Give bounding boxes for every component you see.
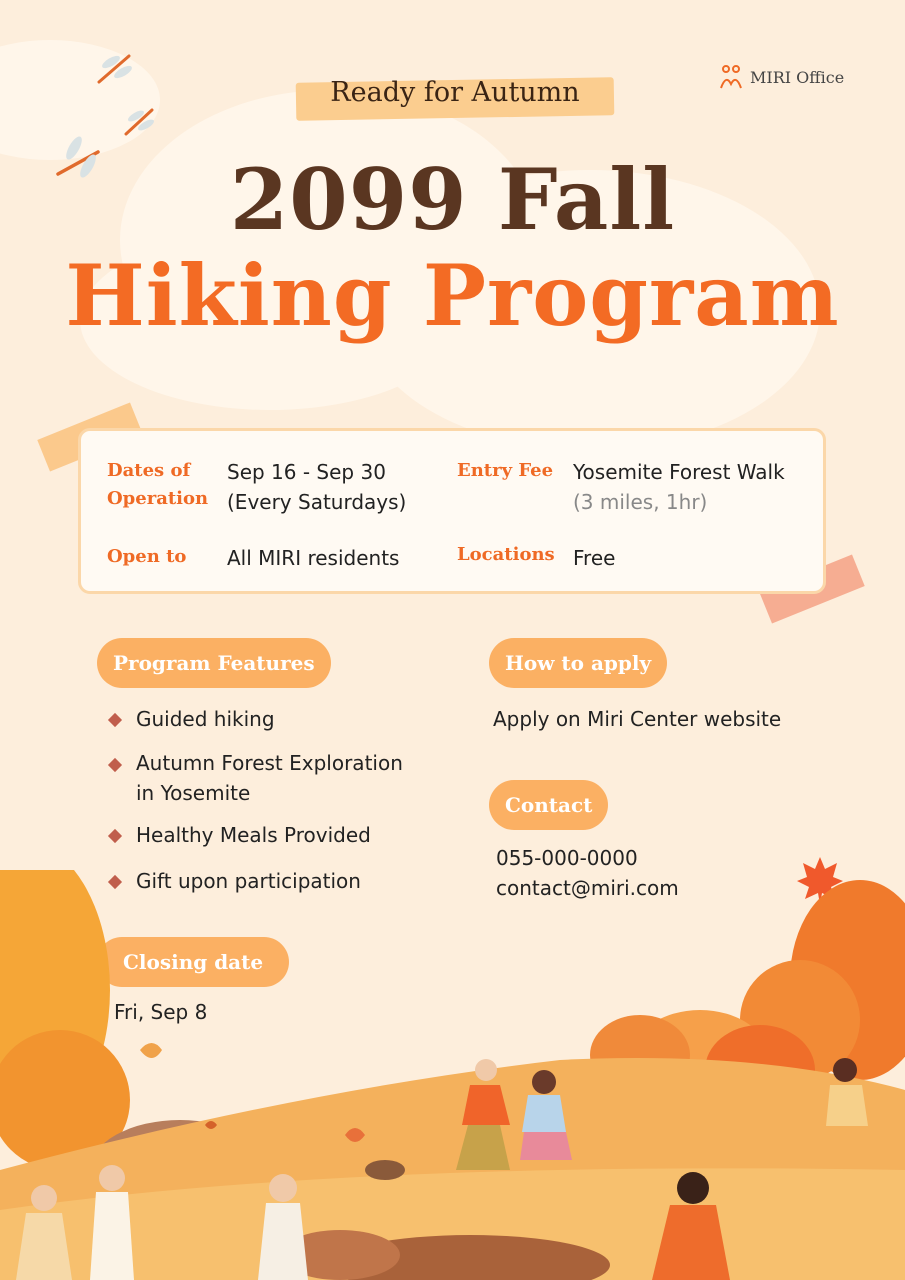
feature-item: Healthy Meals Provided xyxy=(136,823,371,847)
feature-item: Autumn Forest Exploration xyxy=(136,751,403,775)
open-label: Open to xyxy=(107,546,187,567)
brand-name: MIRI Office xyxy=(750,67,845,87)
diamond-bullet-icon xyxy=(108,713,122,727)
brand-people-icon xyxy=(718,64,744,90)
title-line-2: Hiking Program xyxy=(65,246,840,345)
contact-email: contact@miri.com xyxy=(496,876,679,900)
locations-value: Free xyxy=(573,546,616,570)
brand xyxy=(718,64,844,90)
dragonfly-icon xyxy=(95,50,135,86)
how-to-apply-heading: How to apply xyxy=(489,638,667,688)
closing-date-value: Fri, Sep 8 xyxy=(114,1000,208,1024)
fee-label: Entry Fee xyxy=(457,460,554,481)
feature-item: Guided hiking xyxy=(136,707,275,731)
diamond-bullet-icon xyxy=(108,829,122,843)
apply-text: Apply on Miri Center website xyxy=(493,707,782,731)
program-features-heading: Program Features xyxy=(97,638,331,688)
contact-phone: 055-000-0000 xyxy=(496,846,638,870)
dragonfly-icon xyxy=(122,104,158,138)
dates-value-1: Sep 16 - Sep 30 xyxy=(227,460,386,484)
fee-value-1: Yosemite Forest Walk xyxy=(573,460,785,484)
title-line-1: 2099 Fall xyxy=(229,150,676,249)
dates-value-2: (Every Saturdays) xyxy=(227,490,407,514)
tagline: Ready for Autumn xyxy=(330,77,580,108)
closing-date-heading: Closing date xyxy=(97,937,289,987)
dates-label: Dates of Operation xyxy=(107,460,209,509)
feature-item-continued: in Yosemite xyxy=(136,781,251,805)
contact-heading: Contact xyxy=(489,780,608,830)
fee-value-2: (3 miles, 1hr) xyxy=(573,490,708,514)
open-value: All MIRI residents xyxy=(227,546,400,570)
locations-label: Locations xyxy=(457,544,555,565)
feature-item: Gift upon participation xyxy=(136,869,361,893)
diamond-bullet-icon xyxy=(108,758,122,772)
autumn-scene-illustration xyxy=(0,870,905,1280)
info-card xyxy=(78,428,826,594)
